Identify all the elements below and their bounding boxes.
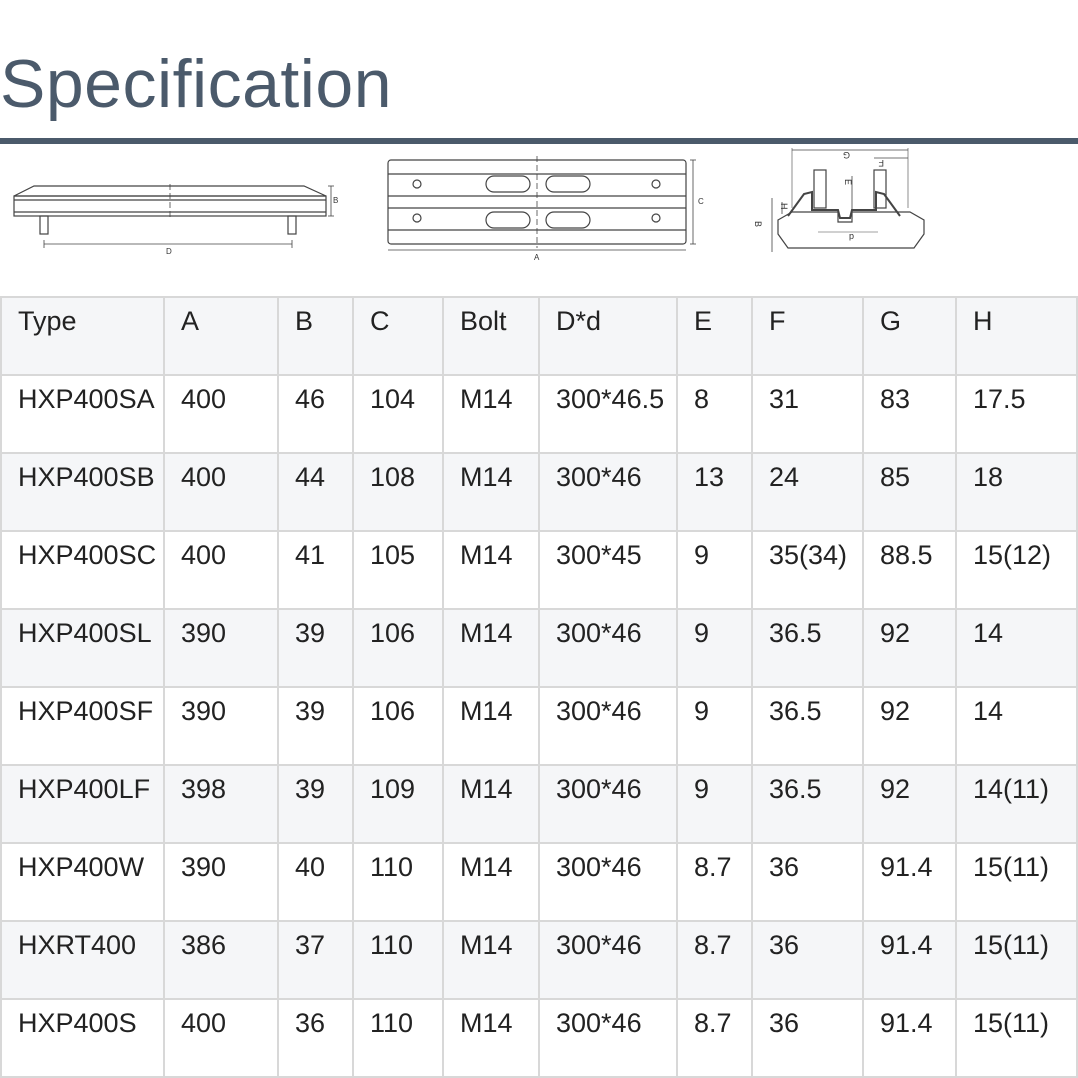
table-cell: 39 <box>278 765 353 843</box>
table-cell: 91.4 <box>863 921 956 999</box>
top-view-label-a: A <box>534 253 540 262</box>
table-cell: 91.4 <box>863 999 956 1077</box>
table-cell: 300*46 <box>539 765 677 843</box>
table-cell: 8 <box>677 375 752 453</box>
table-cell: 8.7 <box>677 843 752 921</box>
table-cell: M14 <box>443 531 539 609</box>
table-row <box>1 843 1077 921</box>
table-row <box>1 531 1077 609</box>
table-cell: 36 <box>278 999 353 1077</box>
table-cell: 15(11) <box>956 843 1077 921</box>
table-row <box>1 687 1077 765</box>
table-cell: 13 <box>677 453 752 531</box>
table-cell: 91.4 <box>863 843 956 921</box>
table-cell: 83 <box>863 375 956 453</box>
section-label-g: G <box>842 150 850 160</box>
table-cell: 36.5 <box>752 765 863 843</box>
table-cell: M14 <box>443 609 539 687</box>
table-cell: 9 <box>677 531 752 609</box>
table-cell: 108 <box>353 453 443 531</box>
table-cell: 300*46 <box>539 921 677 999</box>
table-row <box>1 375 1077 453</box>
table-cell: 40 <box>278 843 353 921</box>
table-cell: M14 <box>443 999 539 1077</box>
column-header-g: G <box>863 297 956 375</box>
table-cell: HXP400LF <box>1 765 164 843</box>
table-cell: 106 <box>353 687 443 765</box>
table-cell: 300*46.5 <box>539 375 677 453</box>
section-label-d: d <box>848 232 854 242</box>
table-cell: 36 <box>752 921 863 999</box>
table-cell: 14 <box>956 609 1077 687</box>
table-cell: 36 <box>752 843 863 921</box>
table-cell: 15(11) <box>956 999 1077 1077</box>
table-cell: 300*46 <box>539 453 677 531</box>
table-cell: 35(34) <box>752 531 863 609</box>
top-view-drawing <box>384 148 714 272</box>
table-cell: 92 <box>863 609 956 687</box>
table-cell: 400 <box>164 999 278 1077</box>
column-header-b: B <box>278 297 353 375</box>
table-cell: HXP400SC <box>1 531 164 609</box>
column-header-h: H <box>956 297 1077 375</box>
table-cell: 300*46 <box>539 999 677 1077</box>
side-view-drawing <box>4 148 350 272</box>
table-cell: 398 <box>164 765 278 843</box>
table-cell: 36.5 <box>752 609 863 687</box>
table-cell: 390 <box>164 609 278 687</box>
table-cell: 14 <box>956 687 1077 765</box>
title-divider <box>0 138 1078 144</box>
section-label-e: E <box>843 179 853 186</box>
table-row <box>1 609 1077 687</box>
table-cell: 31 <box>752 375 863 453</box>
table-cell: M14 <box>443 921 539 999</box>
side-view-label-d: D <box>166 247 172 256</box>
table-cell: 15(12) <box>956 531 1077 609</box>
table-cell: M14 <box>443 687 539 765</box>
table-cell: 8.7 <box>677 999 752 1077</box>
table-cell: HXP400SA <box>1 375 164 453</box>
table-cell: M14 <box>443 765 539 843</box>
table-cell: 17.5 <box>956 375 1077 453</box>
table-cell: 390 <box>164 687 278 765</box>
table-cell: 24 <box>752 453 863 531</box>
table-body <box>1 375 1077 1077</box>
table-header-row <box>1 297 1077 375</box>
table-cell: 39 <box>278 609 353 687</box>
table-cell: M14 <box>443 843 539 921</box>
table-cell: 109 <box>353 765 443 843</box>
table-cell: 15(11) <box>956 921 1077 999</box>
table-cell: 300*46 <box>539 609 677 687</box>
column-header-type: Type <box>1 297 164 375</box>
table-cell: 105 <box>353 531 443 609</box>
table-cell: 400 <box>164 531 278 609</box>
column-header-bolt: Bolt <box>443 297 539 375</box>
page-title: Specification <box>0 46 393 122</box>
table-cell: 46 <box>278 375 353 453</box>
table-cell: 39 <box>278 687 353 765</box>
section-label-h: H <box>779 203 789 210</box>
table-cell: 36.5 <box>752 687 863 765</box>
table-row <box>1 765 1077 843</box>
table-cell: HXP400SL <box>1 609 164 687</box>
table-cell: M14 <box>443 375 539 453</box>
table-cell: 92 <box>863 687 956 765</box>
specification-table <box>0 296 1078 1078</box>
column-header-c: C <box>353 297 443 375</box>
table-row <box>1 921 1077 999</box>
table-cell: HXP400W <box>1 843 164 921</box>
table-cell: 36 <box>752 999 863 1077</box>
table-cell: 386 <box>164 921 278 999</box>
table-cell: 44 <box>278 453 353 531</box>
table-cell: 85 <box>863 453 956 531</box>
table-cell: HXP400S <box>1 999 164 1077</box>
table-cell: 400 <box>164 375 278 453</box>
table-cell: 88.5 <box>863 531 956 609</box>
column-header-a: A <box>164 297 278 375</box>
table-cell: 9 <box>677 609 752 687</box>
side-view-label-b: B <box>333 196 339 205</box>
table-cell: 300*45 <box>539 531 677 609</box>
table-cell: HXRT400 <box>1 921 164 999</box>
table-cell: 14(11) <box>956 765 1077 843</box>
table-cell: 110 <box>353 999 443 1077</box>
table-cell: 390 <box>164 843 278 921</box>
column-header-f: F <box>752 297 863 375</box>
table-cell: HXP400SF <box>1 687 164 765</box>
table-cell: 18 <box>956 453 1077 531</box>
table-cell: 92 <box>863 765 956 843</box>
table-cell: 110 <box>353 843 443 921</box>
table-cell: 37 <box>278 921 353 999</box>
section-view-drawing <box>748 148 938 272</box>
table-row <box>1 999 1077 1077</box>
table-cell: HXP400SB <box>1 453 164 531</box>
table-cell: 41 <box>278 531 353 609</box>
table-cell: 104 <box>353 375 443 453</box>
table-cell: 300*46 <box>539 843 677 921</box>
top-view-label-c: C <box>698 197 704 206</box>
column-header-d-d: D*d <box>539 297 677 375</box>
table-cell: 400 <box>164 453 278 531</box>
table-cell: 9 <box>677 765 752 843</box>
technical-drawings <box>0 148 1078 272</box>
table-cell: 300*46 <box>539 687 677 765</box>
table-row <box>1 453 1077 531</box>
table-cell: 110 <box>353 921 443 999</box>
table-cell: M14 <box>443 453 539 531</box>
section-label-b: B <box>753 221 763 228</box>
table-cell: 106 <box>353 609 443 687</box>
table-cell: 9 <box>677 687 752 765</box>
table-cell: 8.7 <box>677 921 752 999</box>
section-label-f: F <box>878 158 884 168</box>
column-header-e: E <box>677 297 752 375</box>
